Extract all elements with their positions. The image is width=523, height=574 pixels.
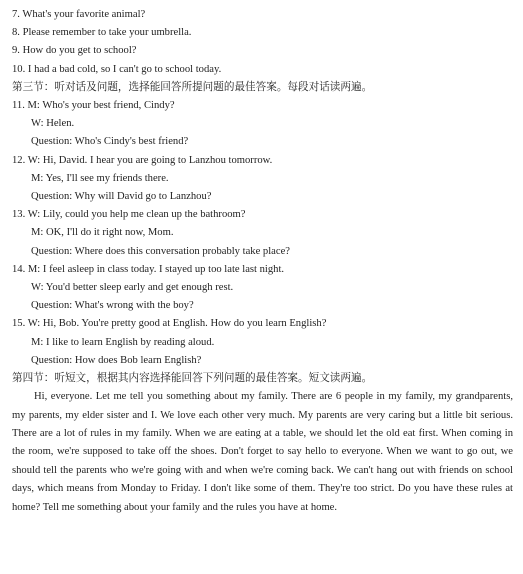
dialogue-14-first: 14. M: I feel asleep in class today. I stayed up too late last night. [12,263,285,275]
dialogue-12-reply: M: Yes, I'll see my friends there. [31,172,169,184]
dialogue-15-first: 15. W: Hi, Bob. You're pretty good at English. How do you learn English? [12,318,327,330]
section-3-title: 第三节：听对话及问题，选择能回答所提问题的最佳答案。每段对话读两遍。 [12,81,373,93]
dialogue-11-question: Question: Who's Cindy's best friend? [31,136,189,148]
dialogue-13-reply: M: OK, I'll do it right now, Mom. [31,227,174,239]
dialogue-14-reply: W: You'd better sleep early and get enough rest. [31,282,234,294]
sentence-7: 7. What's your favorite animal? [12,9,146,20]
dialogue-11-reply: W: Helen. [31,118,75,130]
dialogue-12-question: Question: Why will David go to Lanzhou? [31,191,212,203]
dialogue-11-first: 11. M: Who's your best friend, Cindy? [12,100,175,112]
sentence-10: 10. I had a bad cold, so I can't go to school today. [12,63,222,75]
dialogue-13-question: Question: Where does this conversation probably take place? [31,245,290,257]
section-4-title: 第四节：听短文，根据其内容选择能回答下列问题的最佳答案。短文读两遍。 [12,373,373,385]
passage-paragraph [12,388,513,517]
dialogue-13-first: 13. W: Lily, could you help me clean up the bathroom? [12,209,246,221]
sentence-8: 8. Please remember to take your umbrella. [12,27,192,39]
dialogue-15-reply: M: I like to learn English by reading aloud. [31,336,215,348]
dialogue-14-question: Question: What's wrong with the boy? [31,300,194,312]
passage-text: Hi, everyone. Let me tell you something about my family. There are 6 people in my family, my grandparents, my parents, my elder sister and I. We love each other very much. My parents are very caring but a little bit serious. There are a lot of rules in my family. When we are eating at a table, we should let the old eat first. When coming in the room, we're supposed to take off the shoes. Don't forget to say hello to everyone. When we want to go out, we should tell the parents who we're going with and when we're coming back. We can't hang out with friends on school days, which means from Monday to Friday. I don't like some of them. They're too strict. Do you have these rules at home? Tell me something about your family and the rules you have at home. [12,391,513,513]
dialogue-12-first: 12. W: Hi, David. I hear you are going to Lanzhou tomorrow. [12,154,273,166]
dialogue-15-question: Question: How does Bob learn English? [31,354,202,366]
sentence-9: 9. How do you get to school? [12,45,137,57]
